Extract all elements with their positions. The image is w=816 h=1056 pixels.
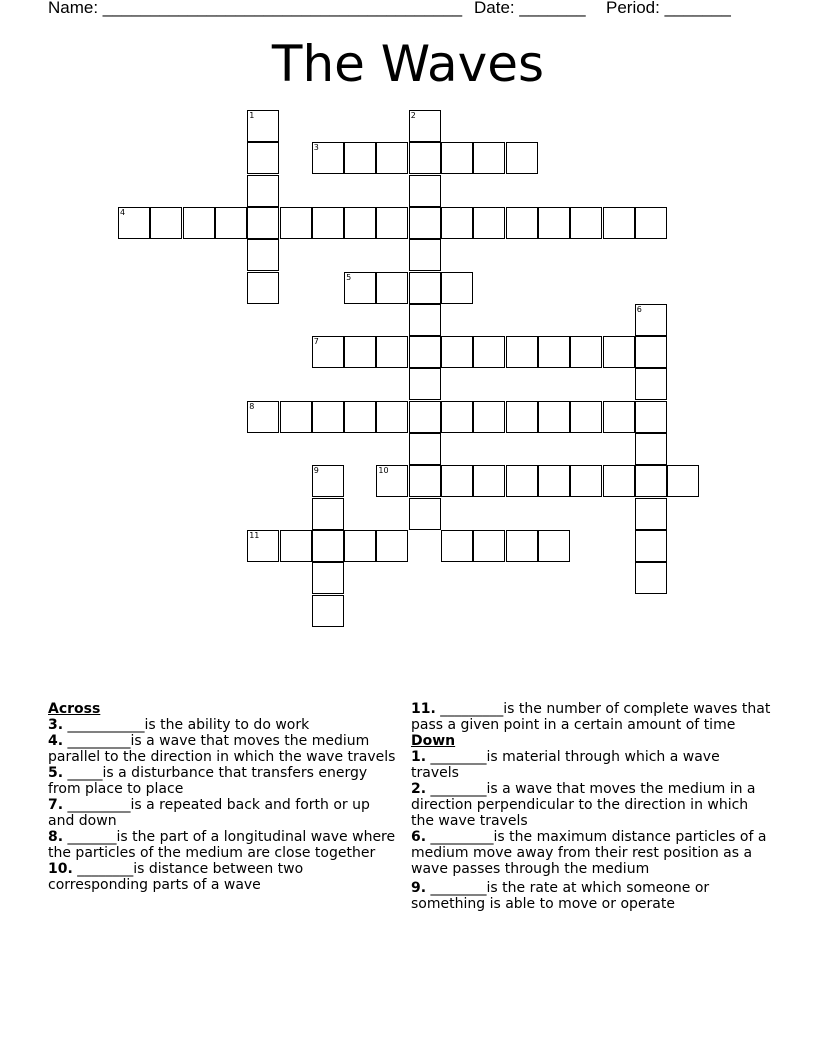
grid-cell[interactable] xyxy=(376,465,408,497)
clue-text: ________is the rate at which someone or something is able to move or operate xyxy=(411,880,710,912)
cell-number: 3 xyxy=(313,143,319,153)
grid-cell[interactable] xyxy=(603,465,635,497)
clues-left-column xyxy=(48,701,398,893)
grid-cell[interactable] xyxy=(312,562,344,594)
grid-cell[interactable] xyxy=(635,498,667,530)
grid-cell[interactable] xyxy=(667,465,699,497)
grid-cell[interactable] xyxy=(409,142,441,174)
grid-cell[interactable] xyxy=(570,207,602,239)
clue-across-3 xyxy=(48,717,398,733)
grid-cell[interactable] xyxy=(409,239,441,271)
grid-cell[interactable] xyxy=(506,142,538,174)
grid-cell[interactable] xyxy=(570,465,602,497)
clue-text: _________is the number of complete waves that pass a given point in a certain amount of time xyxy=(411,701,771,733)
clue-down-2 xyxy=(411,781,771,829)
cell-number: 6 xyxy=(636,304,642,314)
clue-text: _________is the maximum distance particles of a medium move away from their rest position as a wave passes through the medium xyxy=(411,829,767,877)
grid-cell[interactable] xyxy=(538,401,570,433)
grid-cell[interactable] xyxy=(570,336,602,368)
cell-number: 9 xyxy=(313,466,319,476)
grid-cell[interactable] xyxy=(538,207,570,239)
grid-cell[interactable] xyxy=(280,207,312,239)
clue-down-1 xyxy=(411,749,771,781)
grid-cell[interactable] xyxy=(247,207,279,239)
grid-cell[interactable] xyxy=(312,465,344,497)
grid-cell[interactable] xyxy=(247,142,279,174)
period-field[interactable]: Period: _______ xyxy=(606,0,731,17)
clue-across-5 xyxy=(48,765,398,797)
grid-cell[interactable] xyxy=(409,465,441,497)
grid-cell[interactable] xyxy=(635,336,667,368)
grid-cell[interactable] xyxy=(344,142,376,174)
clue-number: 7. xyxy=(48,797,64,813)
grid-cell[interactable] xyxy=(280,530,312,562)
clue-across-10 xyxy=(48,861,398,893)
grid-cell[interactable] xyxy=(409,272,441,304)
clue-down-6 xyxy=(411,829,771,877)
grid-cell[interactable] xyxy=(506,530,538,562)
grid-cell[interactable] xyxy=(376,401,408,433)
grid-cell[interactable] xyxy=(344,401,376,433)
cell-number: 5 xyxy=(346,272,352,282)
grid-cell[interactable] xyxy=(441,142,473,174)
grid-cell[interactable] xyxy=(635,433,667,465)
clue-across-8 xyxy=(48,829,398,861)
clue-text: _____is a disturbance that transfers energy from place to place xyxy=(48,765,368,797)
name-field[interactable]: Name: ______________________________________ xyxy=(48,0,463,17)
clue-number: 3. xyxy=(48,717,64,733)
grid-cell[interactable] xyxy=(635,368,667,400)
grid-cell[interactable] xyxy=(312,336,344,368)
grid-cell[interactable] xyxy=(409,368,441,400)
clue-across-4 xyxy=(48,733,398,765)
grid-cell[interactable] xyxy=(506,401,538,433)
grid-cell[interactable] xyxy=(635,530,667,562)
grid-cell[interactable] xyxy=(344,336,376,368)
grid-cell[interactable] xyxy=(538,465,570,497)
grid-cell[interactable] xyxy=(603,401,635,433)
clues-right-column xyxy=(411,701,771,912)
grid-cell[interactable] xyxy=(247,239,279,271)
cell-number: 2 xyxy=(410,111,416,120)
grid-cell[interactable] xyxy=(603,336,635,368)
clue-number: 1. xyxy=(411,749,427,765)
grid-cell[interactable] xyxy=(473,401,505,433)
grid-cell[interactable] xyxy=(376,207,408,239)
grid-cell[interactable] xyxy=(376,530,408,562)
clue-down-9 xyxy=(411,880,771,912)
grid-cell[interactable] xyxy=(506,465,538,497)
grid-cell[interactable] xyxy=(441,401,473,433)
grid-cell[interactable] xyxy=(312,498,344,530)
clue-text: _________is a wave that moves the medium parallel to the direction in which the wave travels xyxy=(48,733,396,765)
grid-cell[interactable] xyxy=(570,401,602,433)
grid-cell[interactable] xyxy=(473,465,505,497)
grid-cell[interactable] xyxy=(376,142,408,174)
grid-cell[interactable] xyxy=(312,207,344,239)
grid-cell[interactable] xyxy=(118,207,150,239)
grid-cell[interactable] xyxy=(409,498,441,530)
grid-cell[interactable] xyxy=(280,401,312,433)
clue-number: 5. xyxy=(48,765,64,781)
grid-cell[interactable] xyxy=(247,175,279,207)
grid-cell[interactable] xyxy=(312,142,344,174)
cell-number: 1 xyxy=(249,111,255,120)
grid-cell[interactable] xyxy=(344,207,376,239)
clue-text: _________is a repeated back and forth or up and down xyxy=(48,797,370,829)
clue-across-7 xyxy=(48,797,398,829)
grid-cell[interactable] xyxy=(473,142,505,174)
grid-cell[interactable] xyxy=(441,465,473,497)
grid-cell[interactable] xyxy=(247,110,279,142)
grid-cell[interactable] xyxy=(441,530,473,562)
clue-number: 10. xyxy=(48,861,73,877)
clue-number: 4. xyxy=(48,733,64,749)
grid-cell[interactable] xyxy=(473,336,505,368)
grid-cell[interactable] xyxy=(312,401,344,433)
grid-cell[interactable] xyxy=(473,207,505,239)
grid-cell[interactable] xyxy=(441,272,473,304)
grid-cell[interactable] xyxy=(635,401,667,433)
grid-cell[interactable] xyxy=(376,272,408,304)
grid-cell[interactable] xyxy=(247,530,279,562)
grid-cell[interactable] xyxy=(247,401,279,433)
cell-number: 11 xyxy=(249,530,260,540)
down-heading: Down xyxy=(411,733,456,749)
clue-text: _______is the part of a longitudinal wave where the particles of the medium are close together xyxy=(48,829,396,861)
across-heading: Across xyxy=(48,701,101,717)
clue-number: 9. xyxy=(411,880,427,896)
clue-text: ___________is the ability to do work xyxy=(63,717,310,733)
clue-text: ________is distance between two corresponding parts of a wave xyxy=(48,861,304,893)
grid-cell[interactable] xyxy=(441,336,473,368)
grid-cell[interactable] xyxy=(409,207,441,239)
grid-cell[interactable] xyxy=(312,595,344,627)
grid-cell[interactable] xyxy=(409,433,441,465)
grid-cell[interactable] xyxy=(635,304,667,336)
grid-cell[interactable] xyxy=(215,207,247,239)
grid-cell[interactable] xyxy=(538,336,570,368)
grid-cell[interactable] xyxy=(409,401,441,433)
clue-number: 6. xyxy=(411,829,427,845)
grid-cell[interactable] xyxy=(150,207,182,239)
date-field[interactable]: Date: _______ xyxy=(474,0,586,17)
grid-cell[interactable] xyxy=(409,304,441,336)
grid-cell[interactable] xyxy=(409,336,441,368)
grid-cell[interactable] xyxy=(312,530,344,562)
cell-number: 4 xyxy=(120,207,126,217)
grid-cell[interactable] xyxy=(603,207,635,239)
cell-number: 10 xyxy=(378,466,389,476)
clue-number: 8. xyxy=(48,829,64,845)
clue-number: 11. xyxy=(411,701,436,717)
cell-number: 7 xyxy=(313,337,319,347)
grid-cell[interactable] xyxy=(506,336,538,368)
grid-cell[interactable] xyxy=(409,175,441,207)
grid-cell[interactable] xyxy=(344,530,376,562)
grid-cell[interactable] xyxy=(506,207,538,239)
grid-cell[interactable] xyxy=(183,207,215,239)
grid-cell[interactable] xyxy=(344,272,376,304)
grid-cell[interactable] xyxy=(473,530,505,562)
cell-number: 8 xyxy=(249,401,255,411)
clue-across-11 xyxy=(411,701,771,733)
clue-text: ________is material through which a wave travels xyxy=(411,749,720,781)
grid-cell[interactable] xyxy=(376,336,408,368)
grid-cell[interactable] xyxy=(635,465,667,497)
clue-number: 2. xyxy=(411,781,427,797)
grid-cell[interactable] xyxy=(538,530,570,562)
grid-cell[interactable] xyxy=(441,207,473,239)
grid-cell[interactable] xyxy=(635,207,667,239)
clue-text: ________is a wave that moves the medium in a direction perpendicular to the direction in which the wave travels xyxy=(411,781,756,829)
puzzle-title: The Waves xyxy=(271,35,545,93)
grid-cell[interactable] xyxy=(409,110,441,142)
grid-cell[interactable] xyxy=(635,562,667,594)
grid-cell[interactable] xyxy=(247,272,279,304)
